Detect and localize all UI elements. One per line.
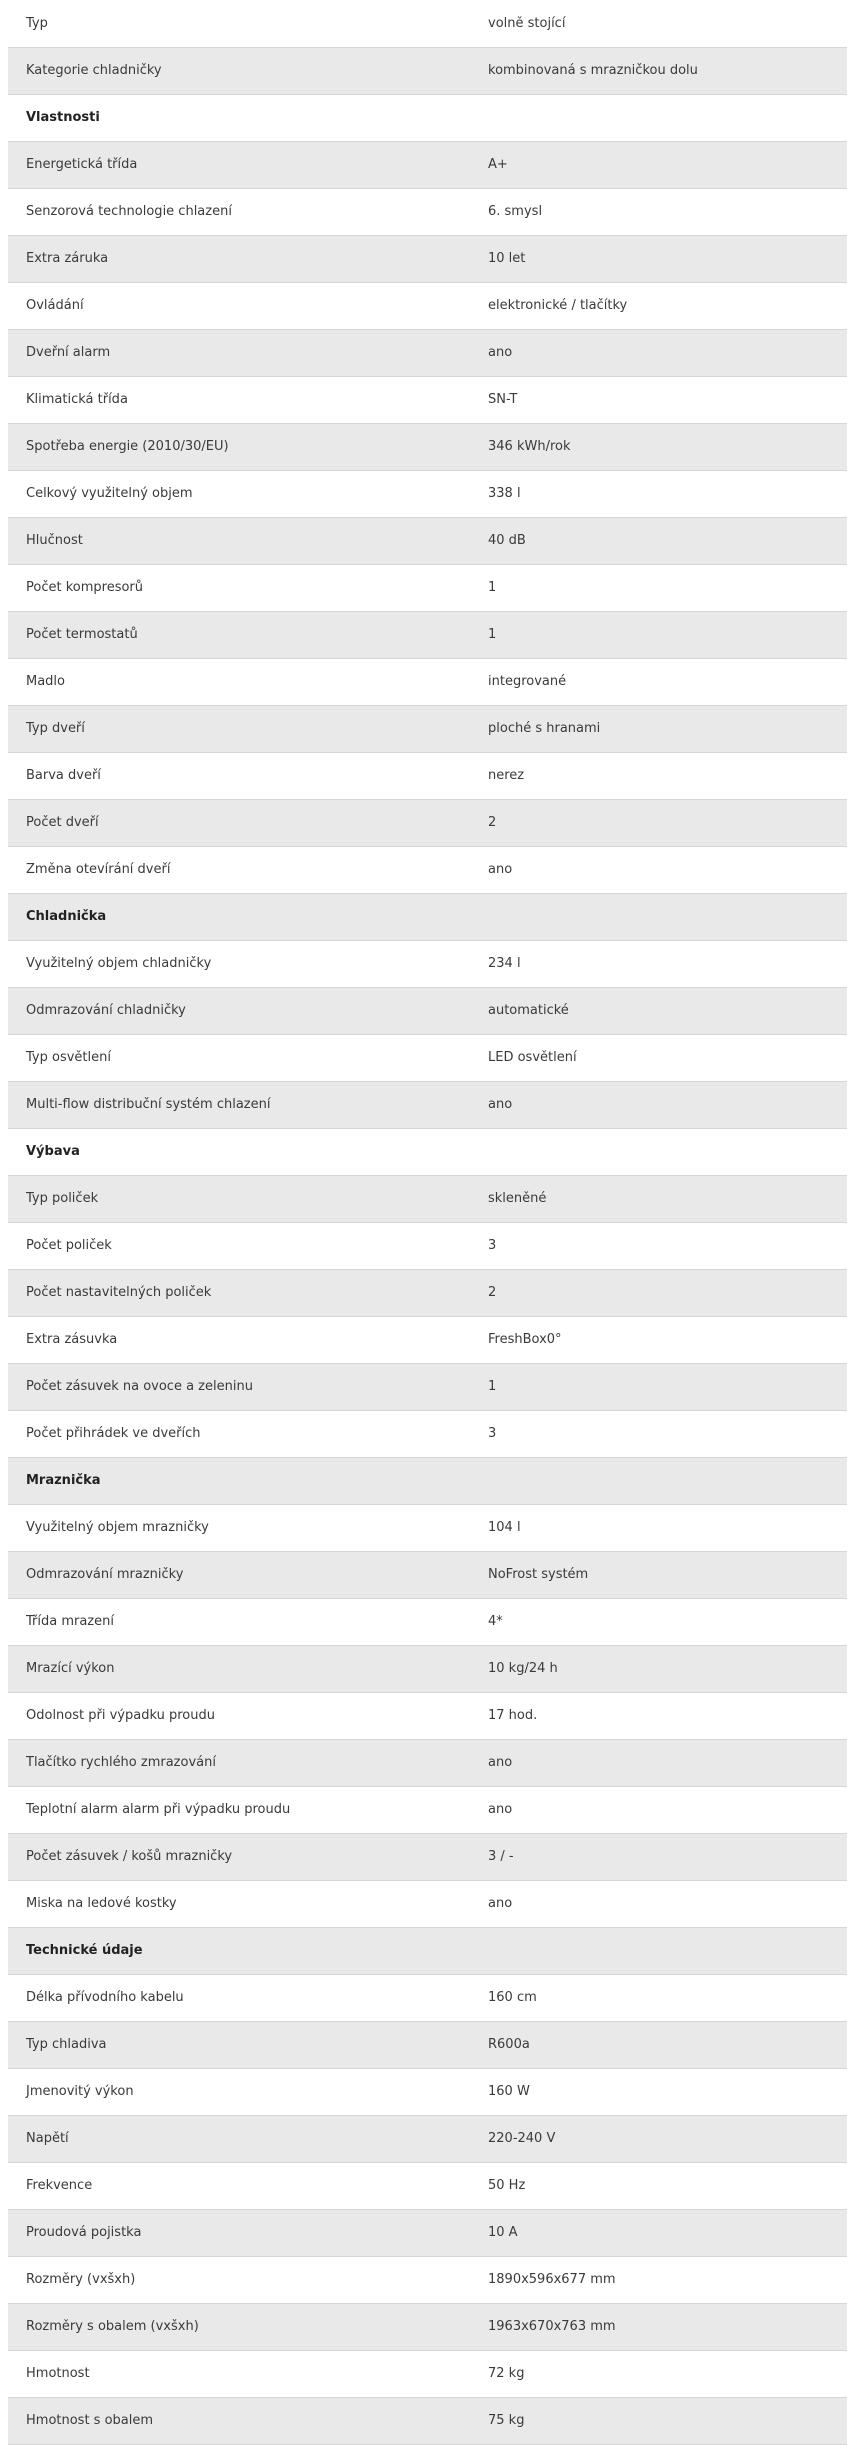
spec-label: Počet přihrádek ve dveřích (26, 1426, 201, 1441)
spec-row (8, 1363, 847, 1410)
spec-value: volně stojící (488, 15, 566, 31)
spec-label: Odmrazování mrazničky (26, 1567, 184, 1582)
spec-row (8, 1692, 847, 1739)
spec-row (8, 611, 847, 658)
spec-label: Napětí (26, 2131, 69, 2146)
spec-value: integrované (488, 674, 567, 689)
spec-row (8, 1034, 847, 1081)
spec-label: Odolnost při výpadku proudu (26, 1708, 215, 1723)
spec-label: Multi-flow distribuční systém chlazení (26, 1097, 271, 1112)
section-header-row (8, 1128, 847, 1175)
spec-value: 2 (488, 815, 497, 830)
spec-value: 10 kg/24 h (488, 1661, 558, 1676)
spec-value: 75 kg (488, 2413, 525, 2428)
spec-value: 346 kWh/rok (488, 439, 571, 454)
spec-label: Celkový využitelný objem (26, 486, 193, 501)
spec-label: Využitelný objem mrazničky (26, 1520, 209, 1535)
spec-row (8, 470, 847, 517)
spec-value: ano (488, 1097, 513, 1112)
spec-row (8, 2350, 847, 2397)
spec-value: 1963x670x763 mm (488, 2319, 616, 2334)
spec-value: automatické (488, 1003, 569, 1018)
spec-value: 338 l (488, 486, 521, 501)
spec-label: Energetická třída (26, 157, 138, 172)
section-title: Mraznička (26, 1473, 101, 1488)
spec-label: Počet zásuvek / košů mrazničky (26, 1849, 233, 1864)
spec-row (8, 1833, 847, 1880)
spec-label: Rozměry s obalem (vxšxh) (26, 2319, 199, 2334)
spec-row (8, 1081, 847, 1128)
spec-value: 72 kg (488, 2366, 525, 2381)
spec-value: 40 dB (488, 533, 526, 548)
section-title: Technické údaje (26, 1943, 143, 1958)
spec-label: Kategorie chladničky (26, 63, 162, 78)
spec-value: skleněné (488, 1191, 547, 1206)
spec-label: Počet dveří (26, 815, 99, 830)
spec-value: 10 A (488, 2225, 518, 2240)
spec-value: 50 Hz (488, 2178, 526, 2193)
spec-value: 3 (488, 1426, 497, 1441)
spec-row (8, 0, 847, 47)
specification-table-body (8, 0, 847, 2444)
spec-row (8, 517, 847, 564)
spec-row (8, 2068, 847, 2115)
spec-value: 10 let (488, 251, 526, 266)
spec-label: Třída mrazení (26, 1614, 114, 1629)
spec-row (8, 564, 847, 611)
spec-label: Rozměry (vxšxh) (26, 2272, 136, 2287)
spec-value: SN-T (488, 392, 518, 407)
spec-label: Madlo (26, 674, 65, 689)
spec-value: 1 (488, 580, 497, 595)
spec-label: Počet nastavitelných poliček (26, 1285, 212, 1300)
spec-value: LED osvětlení (488, 1050, 577, 1065)
spec-label: Dveřní alarm (26, 345, 111, 360)
section-title: Chladnička (26, 909, 107, 924)
spec-value: elektronické / tlačítky (488, 298, 628, 313)
spec-row (8, 141, 847, 188)
spec-label: Teplotní alarm alarm při výpadku proudu (26, 1802, 291, 1817)
spec-row (8, 1739, 847, 1786)
spec-value: ano (488, 1896, 513, 1911)
spec-label: Hmotnost s obalem (26, 2413, 154, 2428)
spec-row (8, 1598, 847, 1645)
spec-row (8, 2209, 847, 2256)
spec-value: 220-240 V (488, 2131, 556, 2146)
spec-row (8, 1175, 847, 1222)
spec-label: Senzorová technologie chlazení (26, 204, 232, 219)
spec-row (8, 2397, 847, 2444)
spec-label: Počet poliček (26, 1238, 112, 1253)
spec-label: Počet zásuvek na ovoce a zeleninu (26, 1379, 253, 1394)
spec-row (8, 1504, 847, 1551)
spec-value: 1 (488, 627, 497, 642)
spec-value: 3 (488, 1238, 497, 1253)
spec-row (8, 1222, 847, 1269)
section-title: Vlastnosti (26, 110, 100, 125)
spec-value: 2 (488, 1285, 497, 1300)
spec-value: ano (488, 1755, 513, 1770)
spec-label: Délka přívodního kabelu (26, 1990, 184, 2005)
spec-label: Typ chladiva (26, 2037, 107, 2052)
spec-row (8, 658, 847, 705)
section-header-row (8, 1457, 847, 1504)
spec-value: 160 W (488, 2084, 530, 2099)
spec-row (8, 1645, 847, 1692)
spec-value: 3 / - (488, 1849, 514, 1864)
spec-label: Frekvence (26, 2178, 93, 2193)
spec-row (8, 2162, 847, 2209)
spec-row (8, 1316, 847, 1363)
spec-row (8, 1880, 847, 1927)
spec-row (8, 423, 847, 470)
spec-label: Typ (26, 15, 48, 31)
spec-row (8, 2303, 847, 2350)
spec-row (8, 1269, 847, 1316)
spec-value: ano (488, 862, 513, 877)
spec-row (8, 235, 847, 282)
spec-label: Využitelný objem chladničky (26, 956, 212, 971)
spec-row (8, 987, 847, 1034)
spec-value: R600a (488, 2037, 530, 2052)
spec-value: FreshBox0° (488, 1332, 562, 1347)
spec-label: Typ osvětlení (26, 1050, 111, 1065)
spec-label: Hlučnost (26, 533, 83, 548)
spec-label: Extra záruka (26, 251, 109, 266)
specification-table (8, 0, 847, 2445)
spec-row (8, 2256, 847, 2303)
spec-value: kombinovaná s mrazničkou dolu (488, 63, 698, 78)
spec-value: 17 hod. (488, 1708, 538, 1723)
spec-label: Proudová pojistka (26, 2225, 142, 2240)
spec-row (8, 329, 847, 376)
spec-value: 104 l (488, 1520, 521, 1535)
spec-row (8, 705, 847, 752)
section-header-row (8, 1927, 847, 1974)
spec-label: Klimatická třída (26, 392, 128, 407)
spec-row (8, 799, 847, 846)
spec-row (8, 188, 847, 235)
spec-label: Hmotnost (26, 2366, 90, 2381)
spec-row (8, 940, 847, 987)
spec-label: Mrazící výkon (26, 1661, 115, 1676)
spec-value: 1 (488, 1379, 497, 1394)
spec-row (8, 1786, 847, 1833)
spec-label: Odmrazování chladničky (26, 1003, 186, 1018)
spec-label: Miska na ledové kostky (26, 1896, 177, 1911)
spec-value: A+ (488, 157, 508, 172)
spec-row (8, 2115, 847, 2162)
spec-row (8, 1410, 847, 1457)
spec-row (8, 752, 847, 799)
spec-label: Barva dveří (26, 768, 101, 783)
spec-value: 1890x596x677 mm (488, 2272, 616, 2287)
spec-value: ploché s hranami (488, 721, 601, 736)
spec-value: ano (488, 1802, 513, 1817)
spec-label: Jmenovitý výkon (26, 2084, 134, 2099)
spec-row (8, 846, 847, 893)
spec-label: Typ poliček (26, 1191, 99, 1206)
section-header-row (8, 94, 847, 141)
spec-label: Typ dveří (26, 721, 85, 736)
spec-row (8, 376, 847, 423)
spec-value: 160 cm (488, 1990, 537, 2005)
spec-value: 6. smysl (488, 204, 543, 219)
spec-value: ano (488, 345, 513, 360)
spec-value: 4* (488, 1614, 503, 1629)
spec-label: Ovládání (26, 298, 84, 313)
spec-value: 234 l (488, 956, 521, 971)
spec-row (8, 282, 847, 329)
spec-row (8, 2021, 847, 2068)
section-header-row (8, 893, 847, 940)
spec-label: Počet kompresorů (26, 580, 144, 595)
spec-label: Tlačítko rychlého zmrazování (26, 1755, 216, 1770)
spec-row (8, 47, 847, 94)
spec-label: Počet termostatů (26, 627, 138, 642)
section-title: Výbava (26, 1144, 80, 1159)
spec-row (8, 1974, 847, 2021)
spec-label: Změna otevírání dveří (26, 862, 171, 877)
spec-label: Extra zásuvka (26, 1332, 118, 1347)
spec-value: nerez (488, 768, 525, 783)
spec-label: Spotřeba energie (2010/30/EU) (26, 439, 229, 454)
spec-value: NoFrost systém (488, 1567, 589, 1582)
spec-row (8, 1551, 847, 1598)
